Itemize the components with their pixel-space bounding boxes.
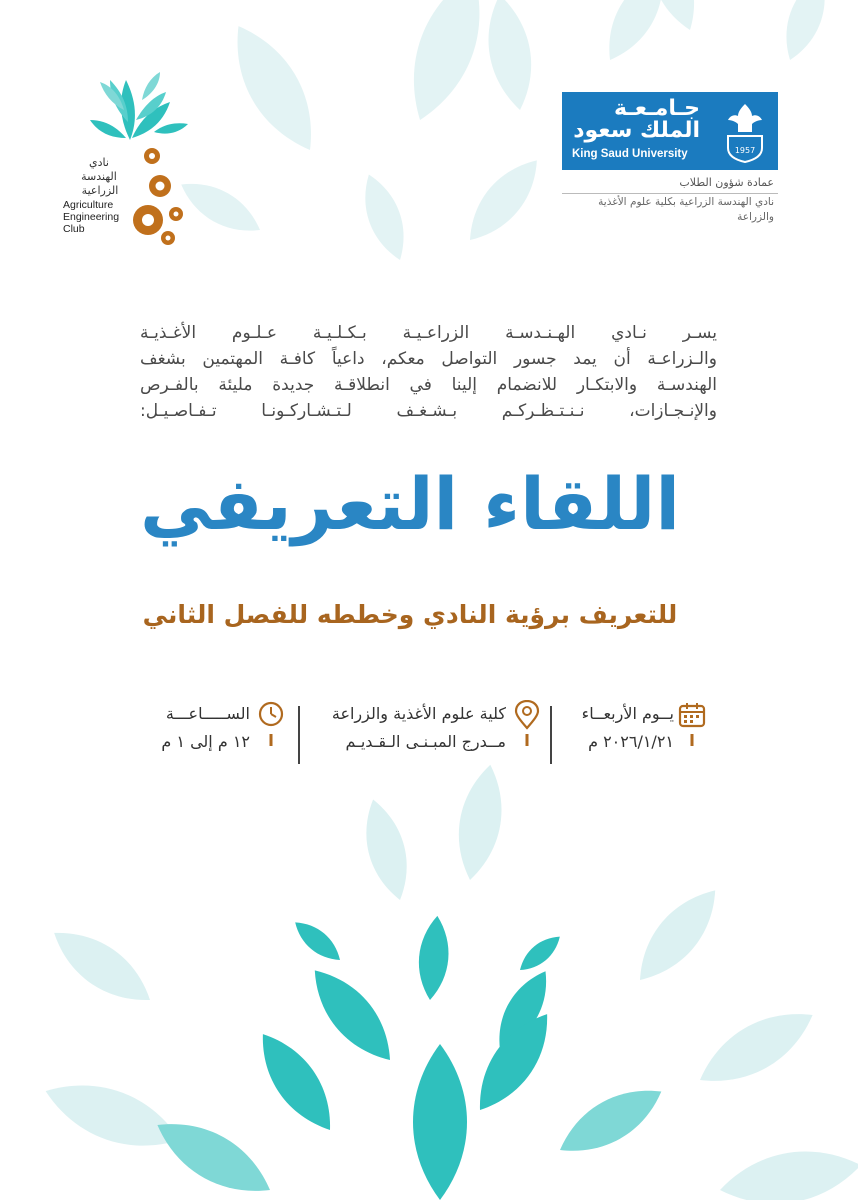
intro-line: والإنـجـازات، نـنـتـظـركـم بـشـغـف لـتـشـاركـونـا تـفـاصـيـل: [140,401,717,421]
location-pin-icon [512,700,542,750]
club-name-ar-line1: نادي [89,156,109,169]
date-value: ٢٠٢٦/١/٢١ م [588,732,674,751]
club-name-en [63,199,119,235]
place-college: كلية علوم الأغذية والزراعة [331,704,506,723]
deanship-label: عمادة شؤون الطلاب [679,176,774,189]
club-name-en-line2: Engineering [63,211,120,223]
detail-divider [298,706,300,764]
intro-line: يسـر نـادي الهـنـدسـة الزراعـيـة بـكـلـيـة عـلـوم الأغـذيـة [140,323,717,343]
ksu-name-ar-line2: الملك سعود [573,118,700,143]
detail-divider [550,706,552,764]
ksu-divider [562,193,778,194]
club-name-en-line3: Club [63,223,85,235]
club-name-ar-line3: الزراعية [81,184,119,197]
time-value: ١٢ م إلى ١ م [161,732,250,751]
date-day: يــوم الأربعــاء [581,704,674,723]
ksu-name-en: King Saud University [572,148,688,160]
event-date [568,700,708,766]
place-hall: مــدرج المبـنـى الـقـديـم [345,732,506,751]
clock-icon [256,700,286,750]
intro-line: والـزراعـة أن يمد جسور التواصل معكم، داعياً كافـة المهتمين بشغف [140,349,717,369]
club-name-en-line1: Agriculture [63,199,114,211]
ksu-club-line1: نادي الهندسة الزراعية بكلية علوم الأغذية [598,196,774,208]
intro-line: الهندسـة والابتكـار للانضمام إلينا في انطلاقـة جديدة مليئة بالفـرص [140,375,717,395]
event-subtitle: للتعريف برؤية النادي وخططه للفصل الثاني [142,600,678,629]
ksu-club-line2: والزراعة [737,211,774,223]
ksu-logo [562,92,778,170]
ksu-emblem-icon [722,98,768,164]
ksu-name-ar-line1: جـامـعـة [613,96,700,121]
event-title: اللقاء التعريفي [139,462,681,546]
intro-paragraph [140,320,717,424]
ksu-emblem-year: 1957 [734,146,756,155]
event-place [312,700,542,766]
calendar-icon [678,700,708,750]
time-label: الســـــاعـــة [165,704,250,723]
event-time [150,700,290,766]
club-name-ar-line2: الهندسة [81,170,117,183]
